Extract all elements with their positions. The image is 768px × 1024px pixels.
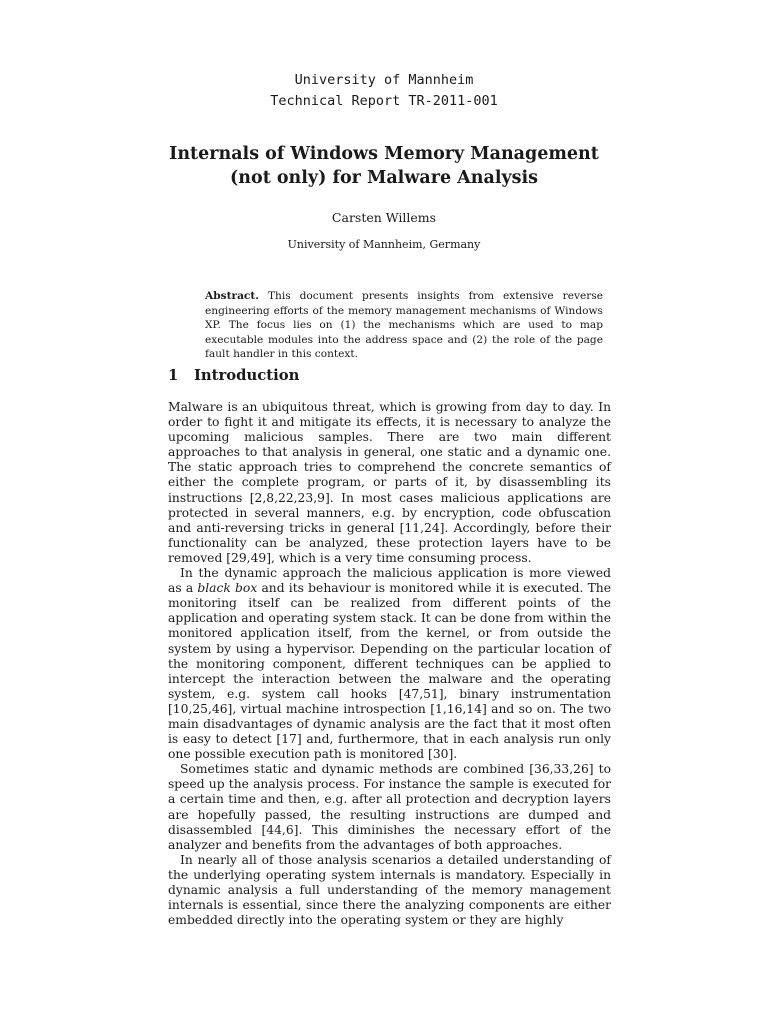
paragraph-2 (168, 566, 611, 762)
body-text (168, 400, 611, 928)
abstract-label: Abstract. (205, 290, 259, 302)
paragraph-2-start: In the dynamic approach the malicious application is more viewed as a (168, 566, 611, 596)
paragraph-3: Sometimes static and dynamic methods are combined [36,33,26] to speed up the analysis process. For instance the sample is executed for a certain time and then, e.g. after all protection and decryption layers are hopefully passed, the resulting instructions are dumped and disassembled [44,6]. This diminishes the necessary effort of the analyzer and benefits from the advantages of both approaches. (168, 762, 611, 852)
author-affiliation: University of Mannheim, Germany (287, 238, 481, 251)
author-name: Carsten Willems (331, 210, 437, 225)
paper-title (0, 142, 768, 190)
title-line-1: Internals of Windows Memory Management (169, 144, 599, 164)
black-box-term: black box (197, 581, 258, 596)
section-number: 1 (168, 367, 179, 384)
section-title: Introduction (194, 367, 300, 384)
section-heading (168, 367, 299, 384)
abstract (205, 289, 603, 362)
institution-line: University of Mannheim (294, 72, 474, 88)
paragraph-1: Malware is an ubiquitous threat, which is growing from day to day. In order to fight it and mitigate its effects, it is necessary to analyze the upcoming malicious samples. There are two main different approaches to that analysis in general, one static and a dynamic one. The static approach tries to comprehend the concrete semantics of either the complete program, or parts of it, by disassembling its instructions [2,8,22,23,9]. In most cases malicious applications are protected in several manners, e.g. by encryption, code obfuscation and anti-reversing tricks in general [11,24]. Accordingly, before their functionality can be analyzed, these protection layers have to be removed [29,49], which is a very time consuming process. (168, 400, 611, 565)
title-line-2: (not only) for Malware Analysis (230, 168, 538, 188)
abstract-text: This document presents insights from extensive reverse engineering efforts of the memory management mechanisms of Windows XP. The focus lies on (1) the mechanisms which are used to map executable modules into the address space and (2) the role of the page fault handler in this context. (205, 290, 603, 360)
paragraph-4: In nearly all of those analysis scenarios a detailed understanding of the underlying operating system internals is mandatory. Especially in dynamic analysis a full understanding of the memory management internals is essential, since there the analyzing components are either embedded directly into the operating system or they are highly (168, 852, 611, 928)
report-number-line: Technical Report TR-2011-001 (270, 93, 498, 109)
paragraph-2-rest: and its behaviour is monitored while it is executed. The monitoring itself can be realized from different points of the application and operating system stack. It can be done from within the monitored application itself, from the kernel, or from outside the system by using a hypervisor. Depending on the particular location of the monitoring component, different techniques can be applied to intercept the interaction between the malware and the operating system, e.g. system call hooks [47,51], binary instrumentation [10,25,46], virtual machine introspection [1,16,14] and so on. The two main disadvantages of dynamic analysis are the fact that it most often is easy to detect [17] and, furthermore, that in each analysis run only one possible execution path is monitored [30]. (168, 581, 611, 762)
report-header (0, 70, 768, 112)
